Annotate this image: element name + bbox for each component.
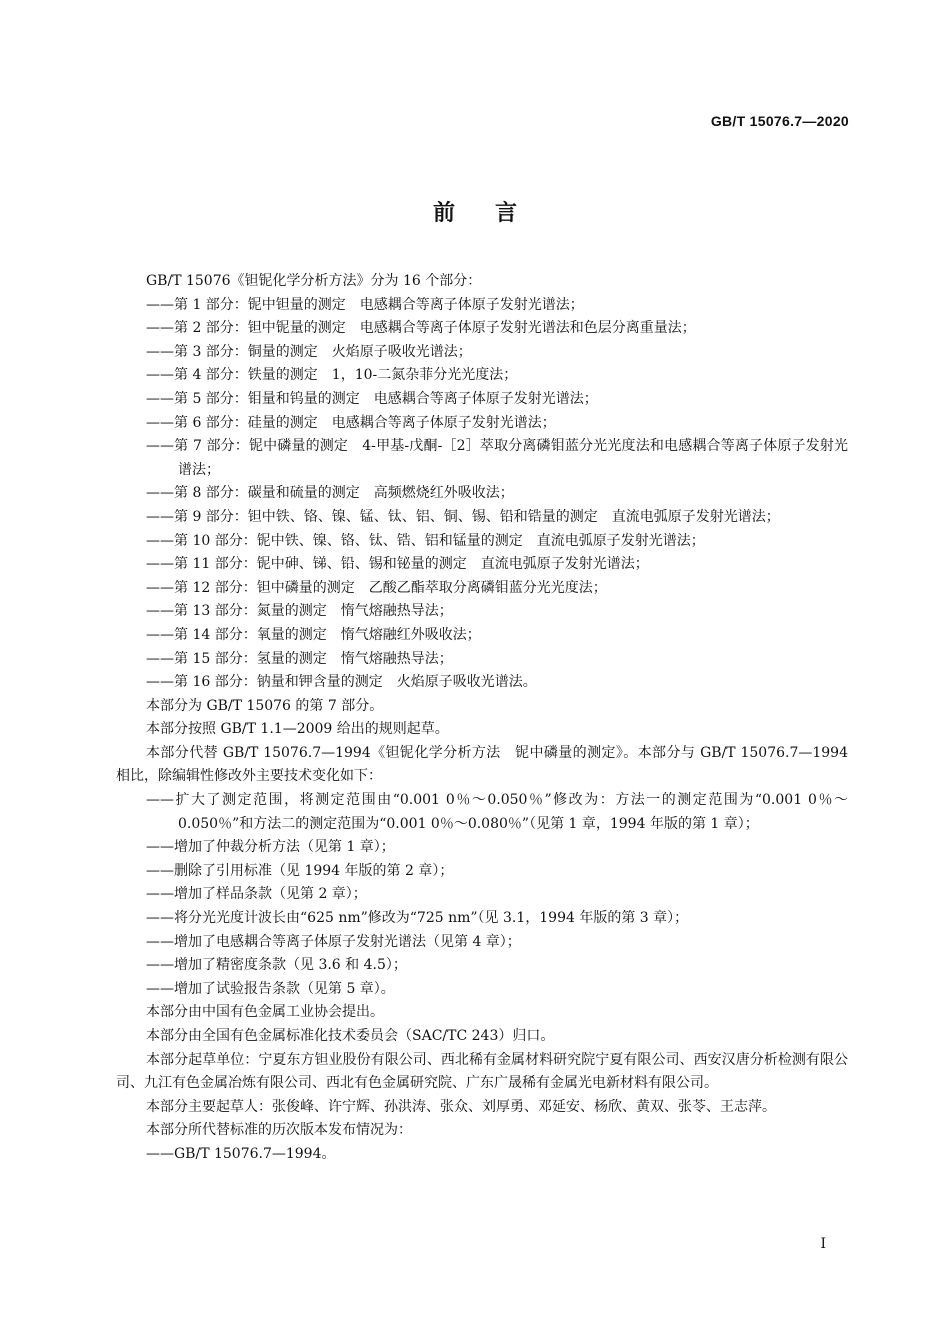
- list-item: ——第 16 部分：钠量和钾含量的测定 火焰原子吸收光谱法。: [146, 674, 537, 691]
- paragraph: 本部分所代替标准的历次版本发布情况为：: [146, 1122, 412, 1139]
- list-item: ——第 12 部分：钽中磷量的测定 乙酸乙酯萃取分离磷钼蓝分光光度法；: [146, 579, 607, 596]
- list-item: ——GB/T 15076.7—1994。: [146, 1145, 336, 1162]
- list-item: ——第 3 部分：铜量的测定 火焰原子吸收光谱法；: [146, 343, 472, 360]
- list-item: ——第 13 部分：氮量的测定 惰气熔融热导法；: [146, 603, 453, 620]
- standard-number: GB/T 15076.7—2020: [710, 113, 849, 129]
- list-item: ——删除了引用标准（见 1994 年版的第 2 章）；: [146, 862, 454, 879]
- list-item: ——第 10 部分：铌中铁、镍、铬、钛、锆、铝和锰量的测定 直流电弧原子发射光谱法；: [146, 532, 705, 549]
- list-item: ——第 4 部分：铁量的测定 1，10-二氮杂菲分光光度法；: [146, 367, 518, 384]
- paragraph: 本部分由中国有色金属工业协会提出。: [146, 1004, 384, 1021]
- list-item: ——第 8 部分：碳量和硫量的测定 高频燃烧红外吸收法；: [146, 485, 514, 502]
- paragraph: 本部分为 GB/T 15076 的第 7 部分。: [146, 697, 384, 714]
- list-item: ——将分光光度计波长由“625 nm”修改为“725 nm”（见 3.1，1994 年版的第 3 章）；: [146, 910, 689, 927]
- document-body: [116, 270, 848, 1167]
- list-item: ——第 1 部分：铌中钽量的测定 电感耦合等离子体原子发射光谱法；: [146, 296, 584, 313]
- page-number: I: [820, 1236, 826, 1252]
- list-item: ——第 7 部分：铌中磷量的测定 4-甲基-戊酮-［2］萃取分离磷钼蓝分光光度法和电感耦合等离子体原子发射光谱法；: [146, 438, 848, 478]
- list-item: ——第 11 部分：铌中砷、锑、铅、锡和铋量的测定 直流电弧原子发射光谱法；: [146, 556, 649, 573]
- list-item: ——增加了电感耦合等离子体原子发射光谱法（见第 4 章）；: [146, 933, 521, 950]
- list-item: ——第 6 部分：硅量的测定 电感耦合等离子体原子发射光谱法；: [146, 414, 556, 431]
- paragraph: 本部分起草单位：宁夏东方钽业股份有限公司、西北稀有金属材料研究院宁夏有限公司、西安汉唐分析检测有限公司、九江有色金属冶炼有限公司、西北有色金属研究院、广东广晟稀有金属光电新材料有限公司。: [116, 1051, 848, 1092]
- list-item: ——第 14 部分：氧量的测定 惰气熔融红外吸收法；: [146, 626, 481, 643]
- list-item: ——增加了精密度条款（见 3.6 和 4.5）；: [146, 957, 407, 974]
- list-item: ——增加了样品条款（见第 2 章）；: [146, 886, 367, 903]
- list-item: ——第 15 部分：氢量的测定 惰气熔融热导法；: [146, 650, 453, 667]
- list-item: ——扩大了测定范围，将测定范围由“0.001 0％～0.050％”修改为：方法一的测定范围为“0.001 0％～0.050％”和方法二的测定范围为“0.001 0％～0.080％”（见第 1 章，1994 年版的第 1 章）；: [146, 792, 848, 832]
- list-item: ——第 5 部分：钼量和钨量的测定 电感耦合等离子体原子发射光谱法；: [146, 390, 598, 407]
- list-item: ——增加了仲裁分析方法（见第 1 章）；: [146, 839, 395, 856]
- paragraph: 本部分按照 GB/T 1.1—2009 给出的规则起草。: [146, 721, 449, 738]
- paragraph: 本部分主要起草人：张俊峰、许宁辉、孙洪涛、张众、刘厚勇、邓延安、杨欣、黄双、张苓、王志萍。: [146, 1098, 776, 1115]
- list-item: ——增加了试验报告条款（见第 5 章）。: [146, 980, 395, 997]
- paragraph: 本部分代替 GB/T 15076.7—1994《钽铌化学分析方法 铌中磷量的测定》。本部分与 GB/T 15076.7—1994 相比，除编辑性修改外主要技术变化如下：: [116, 744, 848, 785]
- list-item: ——第 9 部分：钽中铁、铬、镍、锰、钛、铝、铜、锡、铅和锆量的测定 直流电弧原子发射光谱法；: [146, 508, 780, 525]
- paragraph: 本部分由全国有色金属标准化技术委员会（SAC/TC 243）归口。: [146, 1028, 555, 1044]
- paragraph: GB/T 15076《钽铌化学分析方法》分为 16 个部分：: [146, 273, 482, 289]
- page-title: 前言: [432, 201, 557, 226]
- list-item: ——第 2 部分：钽中铌量的测定 电感耦合等离子体原子发射光谱法和色层分离重量法；: [146, 320, 696, 337]
